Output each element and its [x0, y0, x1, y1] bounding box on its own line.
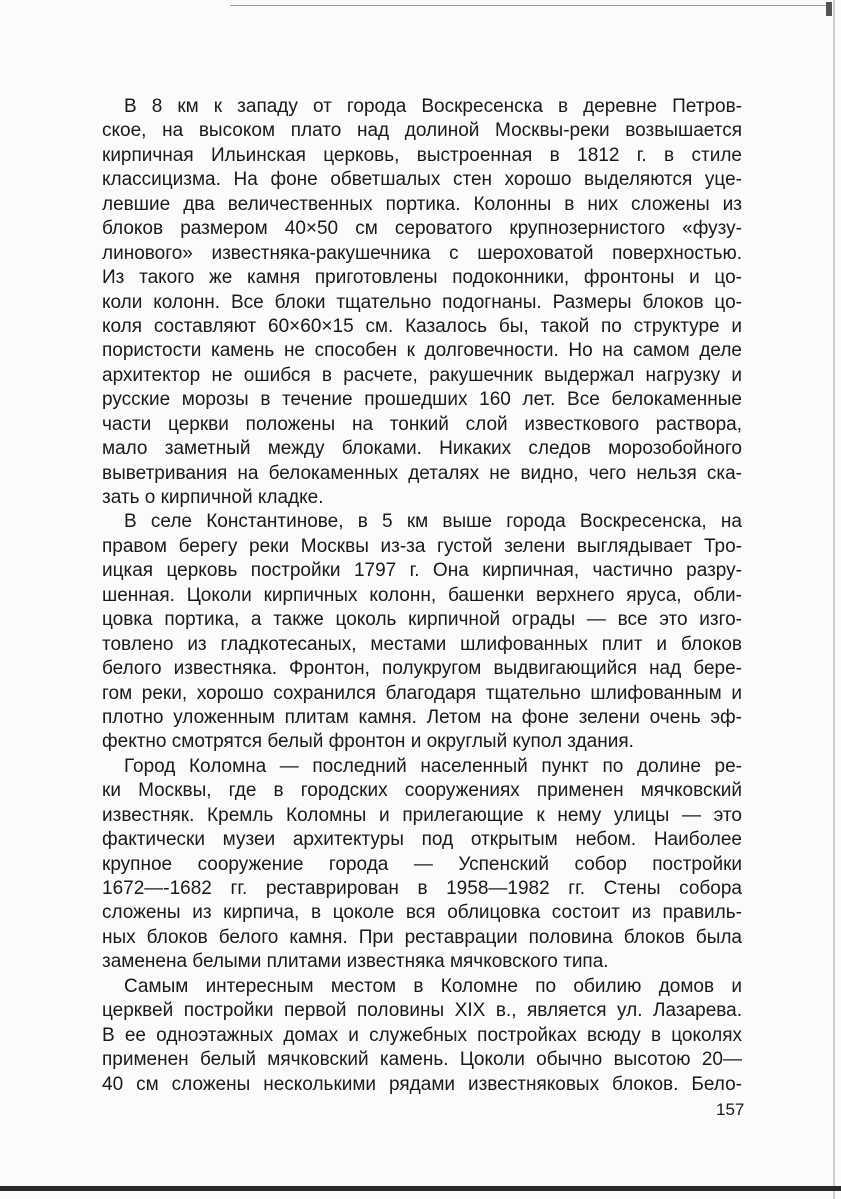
text-line: применен белый мячковский камень. Цоколи обычно высотою 20— [102, 1049, 742, 1071]
text-line: кирпичная Ильинская церковь, выстроенная в 1812 г. в стиле [102, 144, 742, 166]
text-line: Из такого же камня приготовлены подоконники, фронтоны и цо- [102, 267, 742, 289]
text-line: гом реки, хорошо сохранился благодаря тщательно шлифованным и [102, 682, 742, 704]
text-line: пористости камень не способен к долговечности. Но на самом деле [102, 340, 742, 362]
text-line: крупное сооружение города — Успенский собор постройки [102, 853, 742, 875]
text-line: В 8 км к западу от города Воскресенска в деревне Петров- [124, 96, 742, 117]
text-line: товлено из гладкотесаных, местами шлифованных плит и блоков [102, 633, 742, 655]
bottom-scan-edge [0, 1186, 841, 1191]
page-number: 157 [716, 1100, 745, 1119]
paragraph [102, 975, 742, 1097]
text-line: 40 см сложены несколькими рядами известняковых блоков. Бело- [102, 1073, 742, 1095]
text-line: заменена белыми плитами известняка мячковского типа. [102, 951, 609, 973]
text-line: линового» известняка-ракушечника с шероховатой поверхностью. [102, 242, 742, 264]
text-line: мало заметный между блоками. Никаких следов морозобойного [102, 438, 742, 460]
text-line: коли колонн. Все блоки тщательно подогнаны. Размеры блоков цо- [102, 291, 742, 313]
text-line: ицкая церковь постройки 1797 г. Она кирпичная, частично разру- [102, 560, 742, 582]
text-line: правом берегу реки Москвы из-за густой зелени выглядывает Тро- [102, 535, 742, 557]
text-line: сложены из кирпича, в цоколе вся облицовка состоит из правиль- [102, 902, 742, 924]
text-line: ское, на высоком плато над долиной Москвы-реки возвышается [102, 120, 742, 142]
page-edge [833, 0, 835, 1199]
top-rule [230, 5, 828, 6]
text-line: белого известняка. Фронтон, полукругом выдвигающийся над бере- [102, 658, 742, 680]
text-line: ных блоков белого камня. При реставрации половина блоков была [102, 926, 742, 948]
text-line: ки Москвы, где в городских сооружениях применен мячковский [102, 780, 742, 802]
text-line: Самым интересным местом в Коломне по обилию домов и [124, 975, 742, 997]
text-line: блоков размером 40×50 см сероватого крупнозернистого «фузу- [102, 218, 742, 240]
text-line: части церкви положены на тонкий слой известкового раствора, [102, 413, 742, 435]
text-line: шенная. Цоколи кирпичных колонн, башенки верхнего яруса, обли- [102, 584, 742, 606]
text-line: левшие два величественных портика. Колонны в них сложены из [102, 193, 742, 215]
text-line: церквей постройки первой половины XIX в., является ул. Лазарева. [102, 1000, 742, 1022]
text-line: классицизма. На фоне обветшалых стен хорошо выделяются уце- [102, 169, 742, 191]
text-line: русские морозы в течение прошедших 160 лет. Все белокаменные [102, 389, 742, 411]
text-line: известняк. Кремль Коломны и прилегающие к нему улицы — это [102, 804, 742, 826]
text-line: архитектор не ошибся в расчете, ракушечник выдержал нагрузку и [102, 364, 742, 386]
text-line: цовка портика, а также цоколь кирпичной ограды — все это изго- [102, 609, 742, 631]
text-line: зать о кирпичной кладке. [102, 487, 324, 508]
paragraph [102, 755, 742, 975]
text-line: В ее одноэтажных домах и служебных постройках всюду в цоколях [102, 1024, 742, 1046]
body-text [102, 95, 742, 1097]
paragraph [102, 95, 742, 510]
scan-corner-mark [826, 2, 832, 16]
text-line: коля составляют 60×60×15 см. Казалось бы, такой по структуре и [102, 315, 742, 337]
text-line: плотно уложенным плитам камня. Летом на фоне зелени очень эф- [102, 706, 742, 728]
paragraph [102, 510, 742, 754]
text-line: фектно смотрятся белый фронтон и округлый купол здания. [102, 731, 634, 753]
text-line: выветривания на белокаменных деталях не видно, чего нельзя ска- [102, 462, 742, 484]
text-line: Город Коломна — последний населенный пункт по долине ре- [124, 755, 742, 777]
text-line: В селе Константинове, в 5 км выше города Воскресенска, на [124, 511, 742, 533]
text-line: 1672—-1682 гг. реставрирован в 1958—1982 гг. Стены собора [102, 878, 742, 899]
text-line: фактически музеи архитектуры под открытым небом. Наиболее [102, 829, 742, 851]
